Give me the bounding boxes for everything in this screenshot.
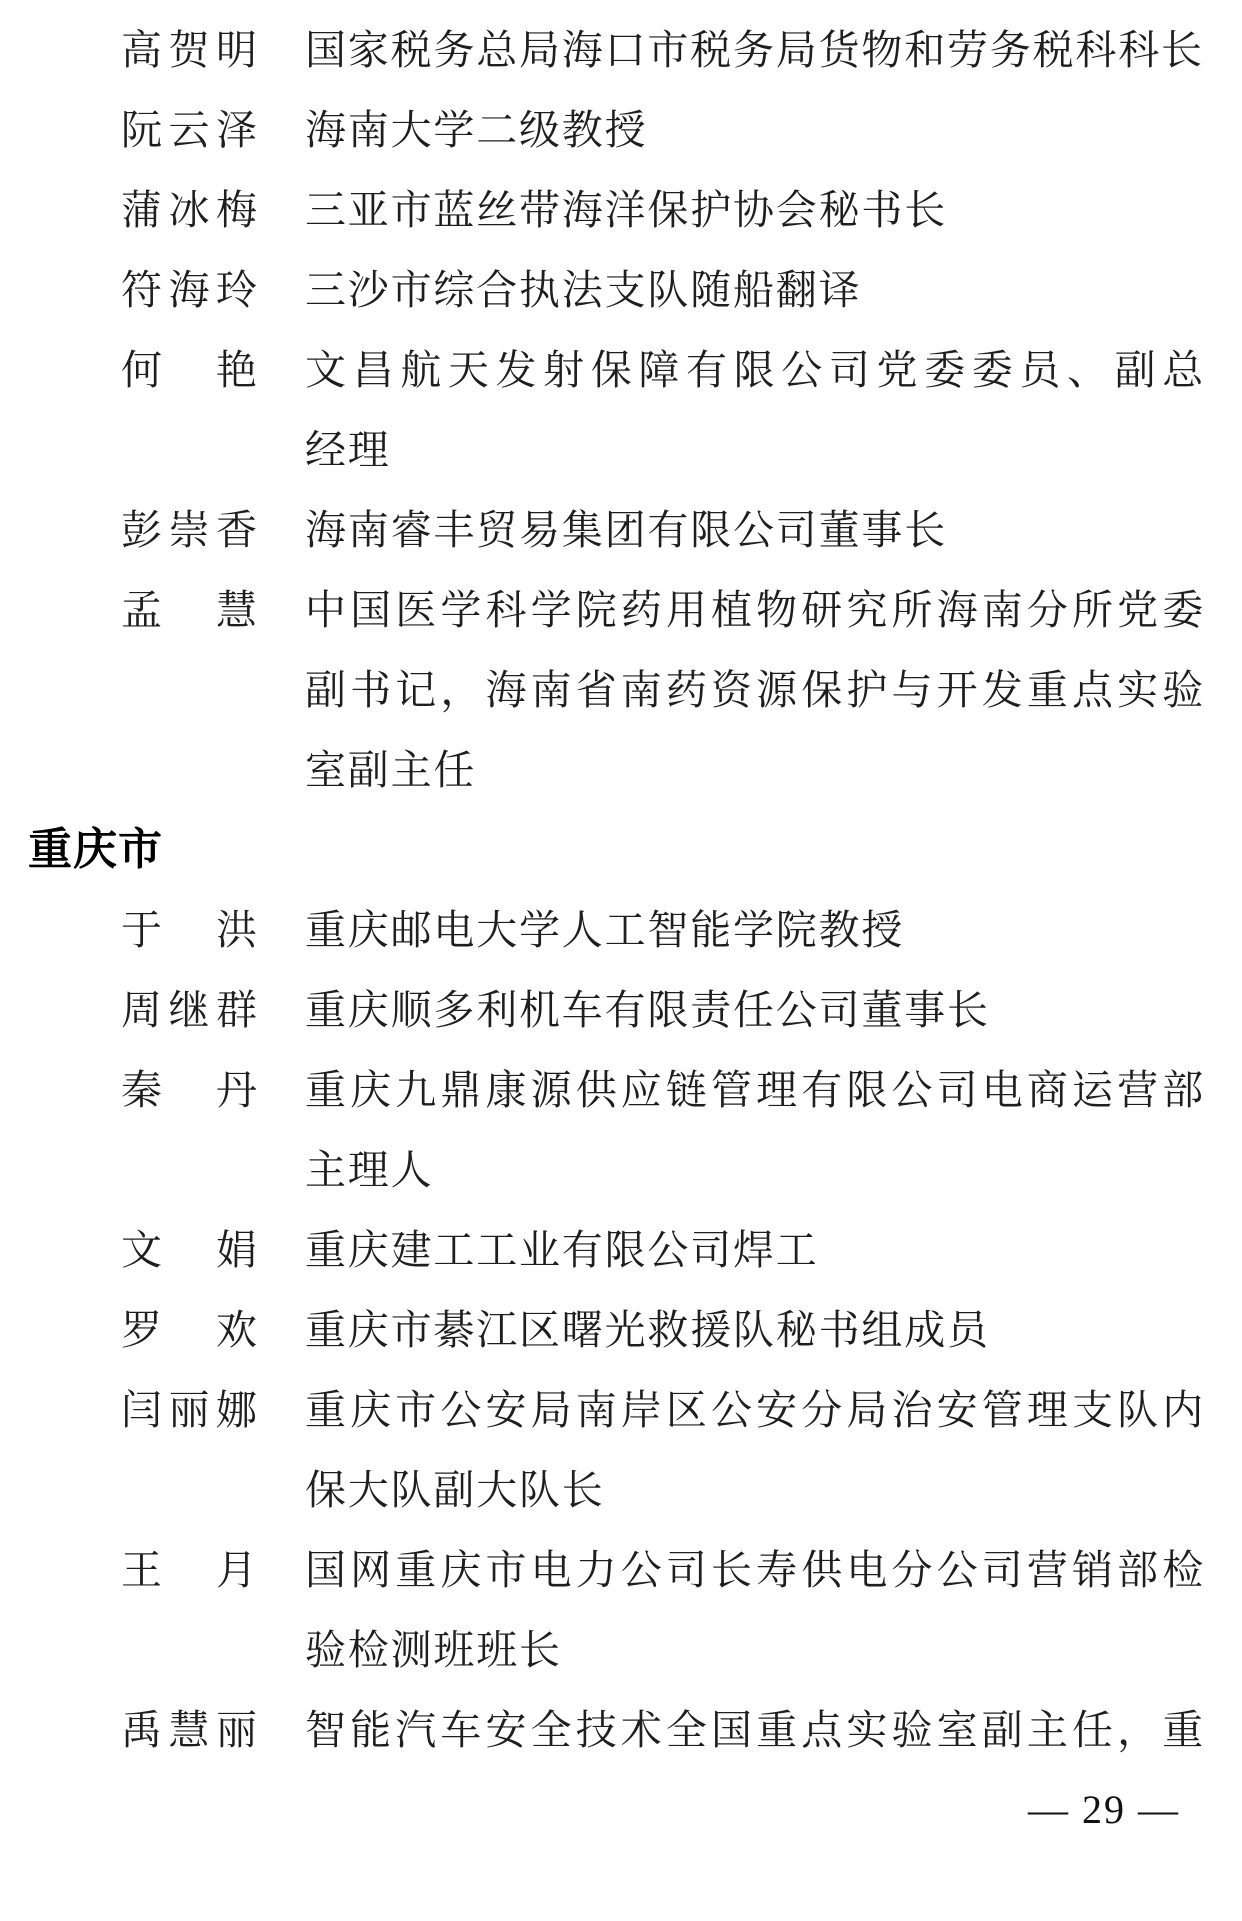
description-line: 重庆九鼎康源供应链管理有限公司电商运营部 bbox=[305, 1067, 1205, 1113]
description-line: 保大队副大队长 bbox=[305, 1467, 605, 1513]
recipient-description bbox=[305, 970, 1205, 1050]
recipient-name-char: 闫 bbox=[121, 1387, 162, 1433]
recipient-row bbox=[0, 90, 1242, 170]
recipient-name-char: 于 bbox=[121, 907, 162, 953]
recipient-description bbox=[305, 170, 1205, 250]
recipient-name bbox=[121, 490, 257, 570]
recipient-description bbox=[305, 1290, 1205, 1370]
description-line: 经理 bbox=[305, 427, 391, 473]
description-line: 副书记，海南省南药资源保护与开发重点实验 bbox=[305, 667, 1205, 713]
recipient-description bbox=[305, 1210, 1205, 1290]
recipient-name bbox=[121, 330, 257, 410]
description-line: 三沙市综合执法支队随船翻译 bbox=[305, 267, 862, 313]
recipient-name bbox=[121, 1690, 257, 1770]
recipient-name-char: 冰 bbox=[168, 187, 210, 233]
recipient-name bbox=[121, 1370, 257, 1450]
description-line: 海南睿丰贸易集团有限公司董事长 bbox=[305, 507, 947, 553]
recipient-row bbox=[0, 890, 1242, 970]
recipient-row bbox=[0, 10, 1242, 90]
description-line: 室副主任 bbox=[305, 747, 477, 793]
recipient-name-char: 慧 bbox=[168, 1707, 210, 1753]
section-header: 重庆市 bbox=[28, 825, 163, 874]
recipient-row bbox=[0, 250, 1242, 330]
recipient-description bbox=[305, 1050, 1205, 1210]
recipient-description bbox=[305, 250, 1205, 330]
recipient-description bbox=[305, 570, 1205, 810]
recipient-name-char: 梅 bbox=[216, 187, 257, 233]
recipient-name-char: 香 bbox=[216, 507, 257, 553]
description-line: 国家税务总局海口市税务局货物和劳务税科科长 bbox=[305, 27, 1204, 73]
recipient-name-char: 丽 bbox=[168, 1387, 210, 1433]
description-line: 海南大学二级教授 bbox=[305, 107, 648, 153]
recipient-name-char: 月 bbox=[216, 1547, 257, 1593]
description-line: 重庆市綦江区曙光救援队秘书组成员 bbox=[305, 1307, 990, 1353]
recipient-row bbox=[0, 1290, 1242, 1370]
recipient-name-char: 慧 bbox=[216, 587, 257, 633]
recipient-row bbox=[0, 490, 1242, 570]
recipient-name-char: 禹 bbox=[121, 1707, 162, 1753]
recipient-name bbox=[121, 90, 257, 170]
recipient-name-char: 云 bbox=[168, 107, 210, 153]
recipient-row bbox=[0, 1690, 1242, 1770]
description-line: 文昌航天发射保障有限公司党委委员、副总 bbox=[305, 347, 1205, 393]
recipient-name-char: 秦 bbox=[121, 1067, 162, 1113]
recipient-name-char: 娟 bbox=[216, 1227, 257, 1273]
recipient-row bbox=[0, 1530, 1242, 1690]
recipient-name bbox=[121, 1530, 257, 1610]
description-line: 三亚市蓝丝带海洋保护协会秘书长 bbox=[305, 187, 947, 233]
recipient-name-char: 明 bbox=[216, 27, 257, 73]
recipient-name bbox=[121, 570, 257, 650]
recipient-name-char: 符 bbox=[121, 267, 162, 313]
recipient-name-char: 崇 bbox=[168, 507, 210, 553]
recipient-name-char: 孟 bbox=[121, 587, 162, 633]
recipient-description bbox=[305, 10, 1205, 90]
recipient-name-char: 洪 bbox=[216, 907, 257, 953]
recipient-row bbox=[0, 330, 1242, 490]
recipient-name-char: 罗 bbox=[121, 1307, 162, 1353]
recipient-row bbox=[0, 170, 1242, 250]
recipient-description bbox=[305, 1370, 1205, 1530]
description-line: 重庆邮电大学人工智能学院教授 bbox=[305, 907, 905, 953]
description-line: 智能汽车安全技术全国重点实验室副主任，重 bbox=[305, 1707, 1205, 1753]
description-line: 国网重庆市电力公司长寿供电分公司营销部检 bbox=[305, 1547, 1205, 1593]
recipient-name-char: 阮 bbox=[121, 107, 162, 153]
recipient-name-char: 继 bbox=[168, 987, 210, 1033]
page-number: — 29 — bbox=[1028, 1787, 1180, 1832]
recipient-name-char: 艳 bbox=[216, 347, 257, 393]
recipient-name-char: 泽 bbox=[216, 107, 257, 153]
recipient-row bbox=[0, 1370, 1242, 1530]
recipient-name bbox=[121, 1050, 257, 1130]
recipient-name-char: 周 bbox=[121, 987, 162, 1033]
recipient-name-char: 文 bbox=[121, 1227, 162, 1273]
description-line: 验检测班班长 bbox=[305, 1627, 562, 1673]
recipient-row bbox=[0, 570, 1242, 810]
recipient-name bbox=[121, 970, 257, 1050]
recipient-name-char: 何 bbox=[121, 347, 162, 393]
recipient-name bbox=[121, 1210, 257, 1290]
description-line: 重庆顺多利机车有限责任公司董事长 bbox=[305, 987, 990, 1033]
recipient-name-char: 海 bbox=[168, 267, 210, 313]
recipient-list bbox=[0, 10, 1242, 1770]
recipient-description bbox=[305, 90, 1205, 170]
description-line: 中国医学科学院药用植物研究所海南分所党委 bbox=[305, 587, 1205, 633]
recipient-name-char: 玲 bbox=[216, 267, 257, 313]
recipient-row bbox=[0, 1210, 1242, 1290]
recipient-name-char: 贺 bbox=[168, 27, 210, 73]
recipient-row bbox=[0, 1050, 1242, 1210]
recipient-name bbox=[121, 250, 257, 330]
recipient-description bbox=[305, 330, 1205, 490]
description-line: 重庆建工工业有限公司焊工 bbox=[305, 1227, 819, 1273]
recipient-name-char: 娜 bbox=[216, 1387, 257, 1433]
recipient-name bbox=[121, 10, 257, 90]
recipient-name bbox=[121, 170, 257, 250]
recipient-name bbox=[121, 1290, 257, 1370]
recipient-description bbox=[305, 1530, 1205, 1690]
recipient-name-char: 欢 bbox=[216, 1307, 257, 1353]
recipient-name bbox=[121, 890, 257, 970]
recipient-description bbox=[305, 1690, 1205, 1770]
recipient-name-char: 彭 bbox=[121, 507, 162, 553]
recipient-description bbox=[305, 890, 1205, 970]
recipient-name-char: 丹 bbox=[216, 1067, 257, 1113]
recipient-name-char: 高 bbox=[121, 27, 162, 73]
description-line: 主理人 bbox=[305, 1147, 434, 1193]
recipient-name-char: 王 bbox=[121, 1547, 162, 1593]
recipient-row bbox=[0, 970, 1242, 1050]
description-line: 重庆市公安局南岸区公安分局治安管理支队内 bbox=[305, 1387, 1205, 1433]
recipient-name-char: 蒲 bbox=[121, 187, 162, 233]
recipient-description bbox=[305, 490, 1205, 570]
recipient-name-char: 群 bbox=[216, 987, 257, 1033]
recipient-name-char: 丽 bbox=[216, 1707, 257, 1753]
